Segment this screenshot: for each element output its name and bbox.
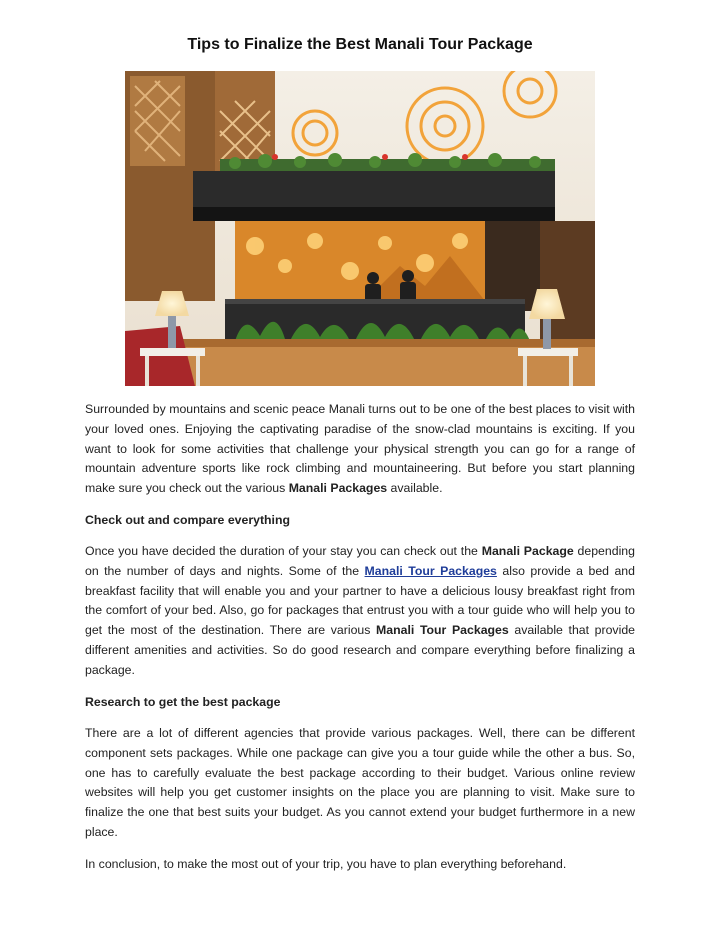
manali-packages-bold: Manali Packages: [288, 481, 388, 496]
compare-text-2: depending on the number of days and nights. Some of the: [85, 544, 635, 578]
intro-end: available.: [387, 481, 443, 496]
manali-package-bold: Manali Package: [481, 544, 574, 558]
section-heading-compare: Check out and compare everything: [85, 513, 291, 527]
lobby-illustration: [125, 71, 595, 386]
compare-text-3: also provide a bed and breakfast facility that will enable you and your partner to have a delicious lousy breakfast right from the comfort of your bed. Also, go for packages that entrust you with a tour guide who will help you to get the most of the destination. There are various: [85, 563, 635, 638]
section-heading-research: Research to get the best package: [85, 695, 281, 709]
conclusion-text: In conclusion, to make the most out of your trip, you have to plan everything beforehand.: [85, 857, 567, 871]
compare-text-1: Once you have decided the duration of your stay you can check out the: [85, 544, 482, 558]
research-paragraph: [85, 724, 635, 843]
intro-paragraph: [85, 400, 635, 499]
conclusion-paragraph: [85, 855, 635, 875]
manali-tour-packages-link[interactable]: Manali Tour Packages: [364, 563, 497, 578]
page-title: Tips to Finalize the Best Manali Tour Package: [187, 36, 533, 53]
compare-paragraph: [85, 542, 635, 681]
research-text: There are a lot of different agencies that provide various packages. Well, there can be different component sets packages. While one package can give you a tour guide while the other a bus. So, one has to carefully evaluate the best package according to their budget. Various online review websites will help you get customer insights on the place you are planning to visit. Make sure to finalize the one that best suits your budget. As you cannot extend your budget furthermore in a new place.: [85, 726, 635, 839]
hotel-lobby-photo: [125, 71, 595, 386]
manali-tour-packages-bold: Manali Tour Packages: [376, 623, 509, 638]
intro-text: Surrounded by mountains and scenic peace Manali turns out to be one of the best places to visit with your loved ones. Enjoying the captivating paradise of the snow-clad mountains is exciting. If you want to look for some activities that challenge your physical strength you can go for a range of mountain adventure sports like rock climbing and mountaineering. But before you start planning make sure you check out the various: [85, 402, 635, 496]
compare-text-4: available that provide different amenities and activities. So do good research and compare everything before finalizing a package.: [85, 623, 635, 677]
